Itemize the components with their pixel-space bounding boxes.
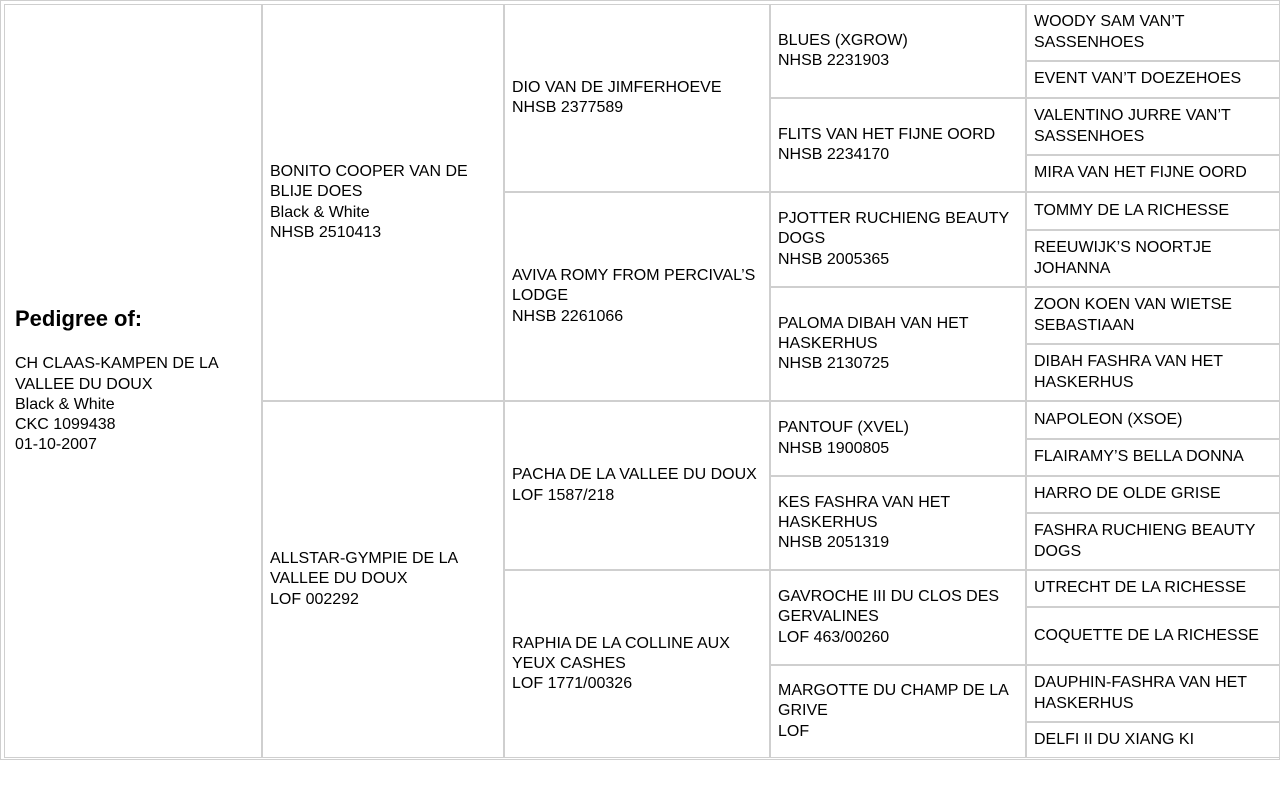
subject-registration: CKC 1099438 [15,416,116,434]
gg-grandparent-cell [1026,439,1280,476]
great-grandparent-registration: NHSB 2231903 [778,52,890,69]
gg-grandparent-cell [1026,665,1280,722]
grandparent-registration: LOF 1587/218 [512,486,615,504]
sire-registration: NHSB 2510413 [270,223,382,241]
gg-grandparent-cell [1026,61,1280,98]
subject-cell [4,4,262,758]
great-grandparent-name: PANTOUF (XVEL) [778,419,909,437]
gg-grandparent-name: TOMMY DE LA RICHESSE [1034,201,1230,219]
subject-color: Black & White [15,395,115,413]
gg-grandparent-cell [1026,4,1280,61]
dam-registration: LOF 002292 [270,590,359,608]
gg-grandparent-name: HARRO DE OLDE GRISE [1034,485,1221,503]
great-grandparent-cell [770,401,1026,476]
gg-grandparent-cell [1026,287,1280,344]
great-grandparent-name: PJOTTER RUCHIENG BEAUTY DOGS [778,210,1009,248]
gg-grandparent-name: FASHRA RUCHIENG BEAUTY DOGS [1034,522,1256,560]
subject-name: CH CLAAS-KAMPEN DE LA VALLEE DU DOUX [15,355,218,393]
sire-cell [262,4,504,401]
pedigree-heading: Pedigree of: [15,306,143,332]
gg-grandparent-name: NAPOLEON (XSOE) [1034,410,1183,428]
gg-grandparent-name: ZOON KOEN VAN WIETSE SEBASTIAAN [1034,296,1232,334]
sire-name: BONITO COOPER VAN DE BLIJE DOES [270,163,468,201]
gg-grandparent-cell [1026,344,1280,401]
gg-grandparent-cell [1026,98,1280,155]
gg-grandparent-cell [1026,155,1280,192]
great-grandparent-cell [770,570,1026,665]
grandparent-name: DIO VAN DE JIMFERHOEVE [512,78,722,96]
great-grandparent-registration: NHSB 2051319 [778,534,890,552]
gg-grandparent-cell [1026,722,1280,758]
great-grandparent-registration: NHSB 1900805 [778,439,890,457]
gg-grandparent-name: DAUPHIN-FASHRA VAN HET HASKERHUS [1034,674,1247,712]
gg-grandparent-name: MIRA VAN HET FIJNE OORD [1034,164,1247,182]
grandparent-registration: NHSB 2261066 [512,307,624,325]
great-grandparent-cell [770,98,1026,192]
grandparent-cell [504,192,770,401]
great-grandparent-name: KES FASHRA VAN HET HASKERHUS [778,493,950,531]
gg-grandparent-name: REEUWIJK’S NOORTJE JOHANNA [1034,239,1212,277]
grandparent-name: PACHA DE LA VALLEE DU DOUX [512,466,757,484]
dam-cell [262,401,504,758]
great-grandparent-cell [770,192,1026,287]
great-grandparent-registration: NHSB 2005365 [778,250,890,268]
grandparent-cell [504,4,770,192]
great-grandparent-registration: NHSB 2234170 [778,146,890,163]
grandparent-name: RAPHIA DE LA COLLINE AUX YEUX CASHES [512,634,730,672]
grandparent-cell [504,570,770,758]
great-grandparent-name: GAVROCHE III DU CLOS DES GERVALINES [778,588,1000,626]
grandparent-cell [504,401,770,570]
subject-birth-date: 01-10-2007 [15,436,97,454]
gg-grandparent-cell [1026,230,1280,287]
gg-grandparent-cell [1026,513,1280,570]
great-grandparent-name: FLITS VAN HET FIJNE OORD [778,125,996,143]
gg-grandparent-name: COQUETTE DE LA RICHESSE [1034,626,1259,644]
grandparent-name: AVIVA ROMY FROM PERCIVAL’S LODGE [512,267,756,305]
sire-color: Black & White [270,203,370,221]
great-grandparent-cell [770,476,1026,570]
great-grandparent-registration: NHSB 2130725 [778,355,890,373]
great-grandparent-registration: LOF 463/00260 [778,628,890,646]
page-bottom-margin [0,760,1280,793]
gg-grandparent-name: EVENT VAN’T DOEZEHOES [1034,70,1242,88]
gg-grandparent-cell [1026,570,1280,607]
gg-grandparent-cell [1026,192,1280,230]
gg-grandparent-name: DIBAH FASHRA VAN HET HASKERHUS [1034,353,1223,391]
great-grandparent-name: PALOMA DIBAH VAN HET HASKERHUS [778,314,969,352]
gg-grandparent-name: VALENTINO JURRE VAN’T SASSENHOES [1034,107,1231,145]
great-grandparent-name: MARGOTTE DU CHAMP DE LA GRIVE [778,682,1008,720]
gg-grandparent-name: FLAIRAMY’S BELLA DONNA [1034,448,1244,466]
great-grandparent-name: BLUES (XGROW) [778,31,908,49]
gg-grandparent-name: DELFI II DU XIANG KI [1034,730,1195,748]
great-grandparent-cell [770,287,1026,401]
gg-grandparent-name: UTRECHT DE LA RICHESSE [1034,579,1247,597]
great-grandparent-cell [770,4,1026,98]
gg-grandparent-cell [1026,401,1280,439]
gg-grandparent-cell [1026,476,1280,513]
grandparent-registration: NHSB 2377589 [512,99,624,116]
grandparent-registration: LOF 1771/00326 [512,675,633,693]
gg-grandparent-name: WOODY SAM VAN’T SASSENHOES [1034,13,1185,51]
gg-grandparent-cell [1026,607,1280,665]
dam-name: ALLSTAR-GYMPIE DE LA VALLEE DU DOUX [270,550,458,588]
great-grandparent-registration: LOF [778,722,810,740]
great-grandparent-cell [770,665,1026,758]
